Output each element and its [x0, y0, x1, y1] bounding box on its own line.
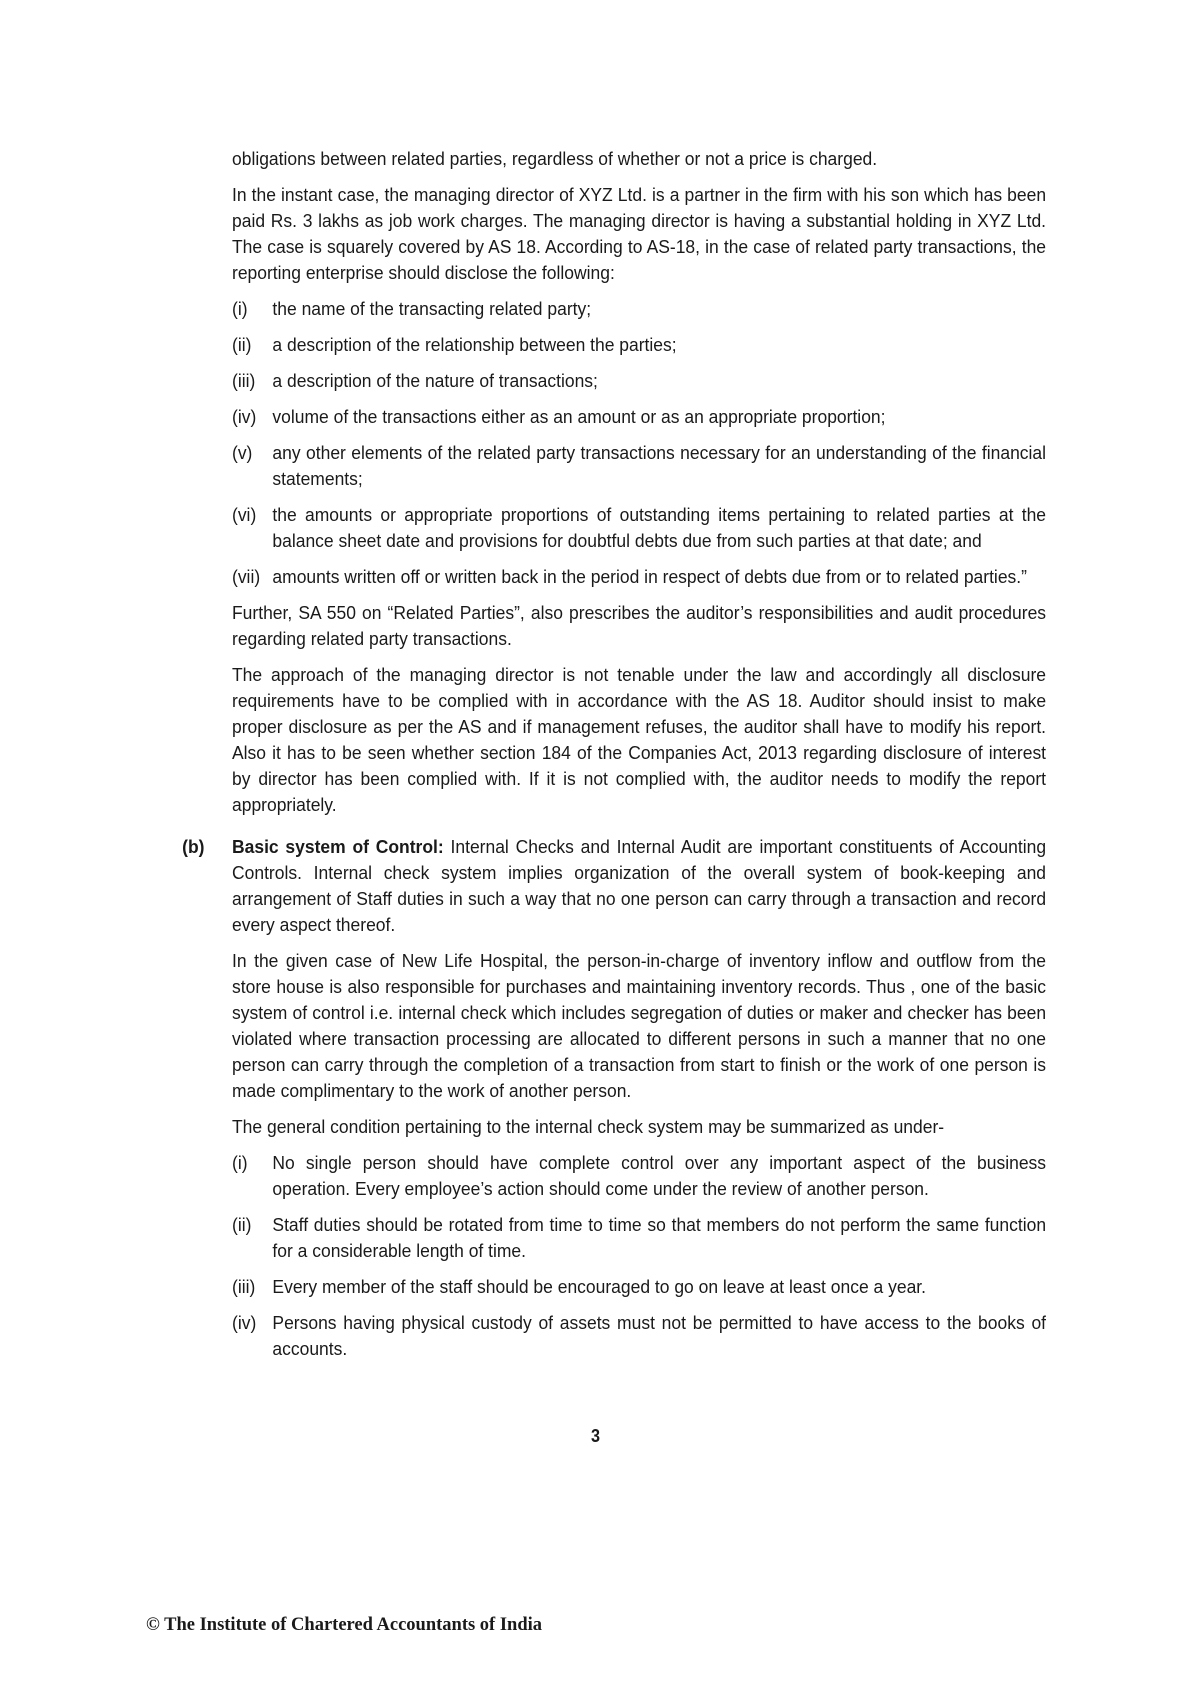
- list-item-number: (ii): [232, 334, 252, 355]
- conditions-list: [232, 1150, 1046, 1362]
- list-item: [232, 502, 1046, 554]
- list-item: [232, 1150, 1046, 1202]
- list-item-number: (iii): [232, 1276, 256, 1297]
- list-item: [232, 440, 1046, 492]
- paragraph-instant-case: In the instant case, the managing director of XYZ Ltd. is a partner in the firm with his son which has been paid Rs. 3 lakhs as job work charges. The managing director is having a substantial holding in XYZ Ltd. The case is squarely covered by AS 18. According to AS-18, in the case of related party transactions, the reporting enterprise should disclose the following:: [232, 184, 1047, 283]
- opening-line: obligations between related parties, regardless of whether or not a price is charged.: [232, 148, 878, 169]
- list-item: [232, 564, 1046, 590]
- section-marker: (b): [182, 836, 205, 857]
- disclosure-list: [232, 296, 1046, 590]
- list-item-text: No single person should have complete control over any important aspect of the business operation. Every employee’s action should come under the review of another person.: [272, 1152, 1047, 1199]
- list-item: [232, 368, 1046, 394]
- list-item: [232, 1274, 1046, 1300]
- paragraph-hospital-case: In the given case of New Life Hospital, the person-in-charge of inventory inflow and outflow from the store house is also responsible for purchases and maintaining inventory records. Thus , one of the basic system of control i.e. internal check which includes segregation of duties or maker and checker has been violated where transaction processing are allocated to different persons in such a manner that no one person can carry through the completion of a transaction from start to finish or the work of one person is made complimentary to the work of another person.: [232, 950, 1047, 1101]
- list-item-text: the amounts or appropriate proportions of outstanding items pertaining to related parties at the balance sheet date and provisions for doubtful debts due from such parties at that date; and: [272, 504, 1047, 551]
- paragraph-sa550: Further, SA 550 on “Related Parties”, also prescribes the auditor’s responsibilities and audit procedures regarding related party transactions.: [232, 602, 1047, 649]
- document-body: [182, 146, 1047, 1372]
- list-item-number: (i): [232, 298, 248, 319]
- section-intro-text: Internal Checks and Internal Audit are important constituents of Accounting Controls. Internal check system implies organization of the overall system of book-keeping and arrangement of Staff duties in such a way that no one person can carry through a transaction and record every aspect thereof.: [232, 836, 1047, 935]
- section-b-intro: [232, 834, 1046, 938]
- list-item: [232, 1310, 1046, 1362]
- list-item-text: Staff duties should be rotated from time to time so that members do not perform the same function for a considerable length of time.: [272, 1214, 1047, 1261]
- paragraph-general-condition: The general condition pertaining to the internal check system may be summarized as under-: [232, 1116, 945, 1137]
- list-item-number: (ii): [232, 1214, 252, 1235]
- list-item-text: Every member of the staff should be encouraged to go on leave at least once a year.: [272, 1276, 926, 1297]
- list-item-text: a description of the nature of transactions;: [272, 370, 598, 391]
- list-item-text: the name of the transacting related party;: [272, 298, 592, 319]
- section-heading: Basic system of Control:: [232, 836, 444, 857]
- list-item-number: (iii): [232, 370, 256, 391]
- list-item-text: amounts written off or written back in the period in respect of debts due from or to related parties.”: [272, 566, 1027, 587]
- list-item-number: (iv): [232, 1312, 257, 1333]
- list-item-text: a description of the relationship between the parties;: [272, 334, 677, 355]
- list-item-number: (vii): [232, 566, 261, 587]
- list-item: [232, 404, 1046, 430]
- paragraph-approach: The approach of the managing director is not tenable under the law and accordingly all disclosure requirements have to be complied with in accordance with the AS 18. Auditor should insist to make proper disclosure as per the AS and if management refuses, the auditor shall have to modify his report. Also it has to be seen whether section 184 of the Companies Act, 2013 regarding disclosure of interest by director has been complied with. If it is not complied with, the auditor needs to modify the report appropriately.: [232, 664, 1047, 815]
- list-item: [232, 332, 1046, 358]
- footer-copyright: © The Institute of Chartered Accountants of India: [146, 1615, 543, 1635]
- list-item-text: any other elements of the related party transactions necessary for an understanding of the financial statements;: [272, 442, 1047, 489]
- page-number: 3: [590, 1426, 600, 1446]
- section-b: [182, 834, 1047, 1362]
- list-item-number: (iv): [232, 406, 257, 427]
- list-item-number: (i): [232, 1152, 248, 1173]
- list-item-text: volume of the transactions either as an amount or as an appropriate proportion;: [272, 406, 886, 427]
- list-item-text: Persons having physical custody of assets must not be permitted to have access to the books of accounts.: [272, 1312, 1047, 1359]
- list-item-number: (v): [232, 442, 253, 463]
- list-item: [232, 1212, 1046, 1264]
- list-item: [232, 296, 1046, 322]
- list-item-number: (vi): [232, 504, 257, 525]
